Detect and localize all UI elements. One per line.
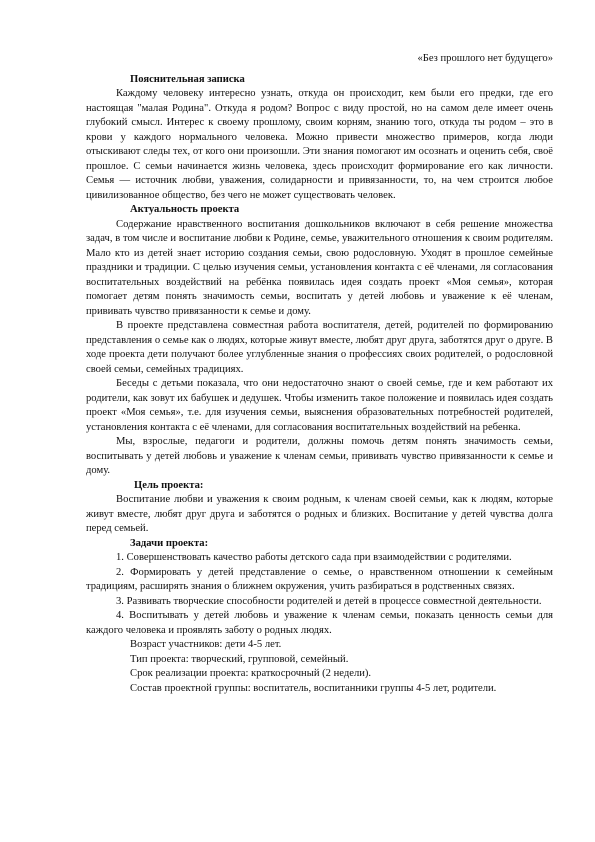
relevance-heading: Актуальность проекта — [130, 204, 240, 215]
relevance-paragraph-1: Содержание нравственного воспитания дошкольников включают в себя решение множества задач, в том числе и воспитание любви к Родине, семье, уважительного отношения к своим родителям. Мало кто из детей знает историю создания семьи, свою родословную. Уходят в прошлое семейные праздники и традиции. С целью изучения семьи, установления контакта с её членами, ля согласования воспитательных воздействий на ребёнка появилась идея создать проект «Моя семья», которая помогает детям понять значимость семьи, воспитать у детей любовь и уважение к её членам, прививать чувство привязанности к семье и дому. — [86, 218, 553, 317]
epigraph: «Без прошлого нет будущего» — [417, 53, 553, 64]
project-duration: Срок реализации проекта: краткосрочный (2 недели). — [130, 668, 372, 679]
tasks-heading: Задачи проекта: — [130, 537, 209, 549]
explanatory-note-heading: Пояснительная записка — [130, 73, 245, 85]
relevance-paragraph-4: Мы, взрослые, педагоги и родители, должны помочь детям понять значимость семьи, воспитывать у детей любовь и уважение к членам семьи, прививать чувство привязанности к семье и дому. — [86, 436, 553, 476]
task-item-2: 2. Формировать у детей представление о семье, о нравственном отношении к семейным традициям, расширять знания о ближнем окружения, учить разбираться в родственных связях. — [86, 566, 553, 592]
task-item-1: 1. Совершенствовать качество работы детского сада при взаимодействии с родителями. — [116, 552, 512, 563]
project-team: Состав проектной группы: воспитатель, воспитанники группы 4-5 лет, родители. — [130, 682, 497, 694]
participants-age: Возраст участников: дети 4-5 лет. — [130, 639, 282, 650]
goal-heading: Цель проекта: — [134, 479, 204, 491]
task-item-4: 4. Воспитывать у детей любовь и уважение к членам семьи, показать ценность семьи для каждого человека и проявлять заботу о родных людях. — [86, 610, 553, 636]
relevance-paragraph-3: Беседы с детьми показала, что они недостаточно знают о своей семье, где и кем работают их родители, как зовут их бабушек и дедушек. Чтобы изменить такое положение и появилась идея создать проект «Моя семья», т.е. для изучения семьи, выяснения образовательных потребностей родителей, установления контакта с её членами, для согласования воспитательных воздействий на ребенка. — [86, 378, 553, 433]
explanatory-note-paragraph: Каждому человеку интересно узнать, откуда он происходит, кем были его предки, где его настоящая "малая Родина". Откуда я родом? Вопрос с виду простой, но на самом деле имеет очень глубокий смысл. Интерес к своему прошлому, своим корням, знанию того, откуда ты родом – это в крови у каждого нормального человека. Можно привести множество примеров, когда люди отыскивают следы тех, от кого они произошли. Эти знания помогают им осознать и оценить себя, своё прошлое. С семьи начинается жизнь человека, здесь происходит формирование его как личности. Семья — источник любви, уважения, солидарности и привязанности, то, на чем строится любое цивилизованное общество, без чего не может существовать человек. — [86, 88, 553, 201]
relevance-paragraph-2: В проекте представлена совместная работа воспитателя, детей, родителей по формированию представления о семье как о людях, которые живут вместе, любят друг друга, заботятся друг о друге. В ходе проекта дети получают более углубленные знания о профессиях своих родителей, о родословной своей семьи, семейных традициях. — [86, 320, 553, 375]
task-item-3: 3. Развивать творческие способности родителей и детей в процессе совместной деятельности. — [116, 595, 542, 607]
project-type: Тип проекта: творческий, групповой, семейный. — [130, 653, 349, 665]
goal-paragraph: Воспитание любви и уважения к своим родным, к членам своей семьи, как к людям, которые живут вместе, любят друг друга и заботятся о родных и близких. Воспитание у детей чувства долга перед семьей. — [86, 494, 553, 534]
